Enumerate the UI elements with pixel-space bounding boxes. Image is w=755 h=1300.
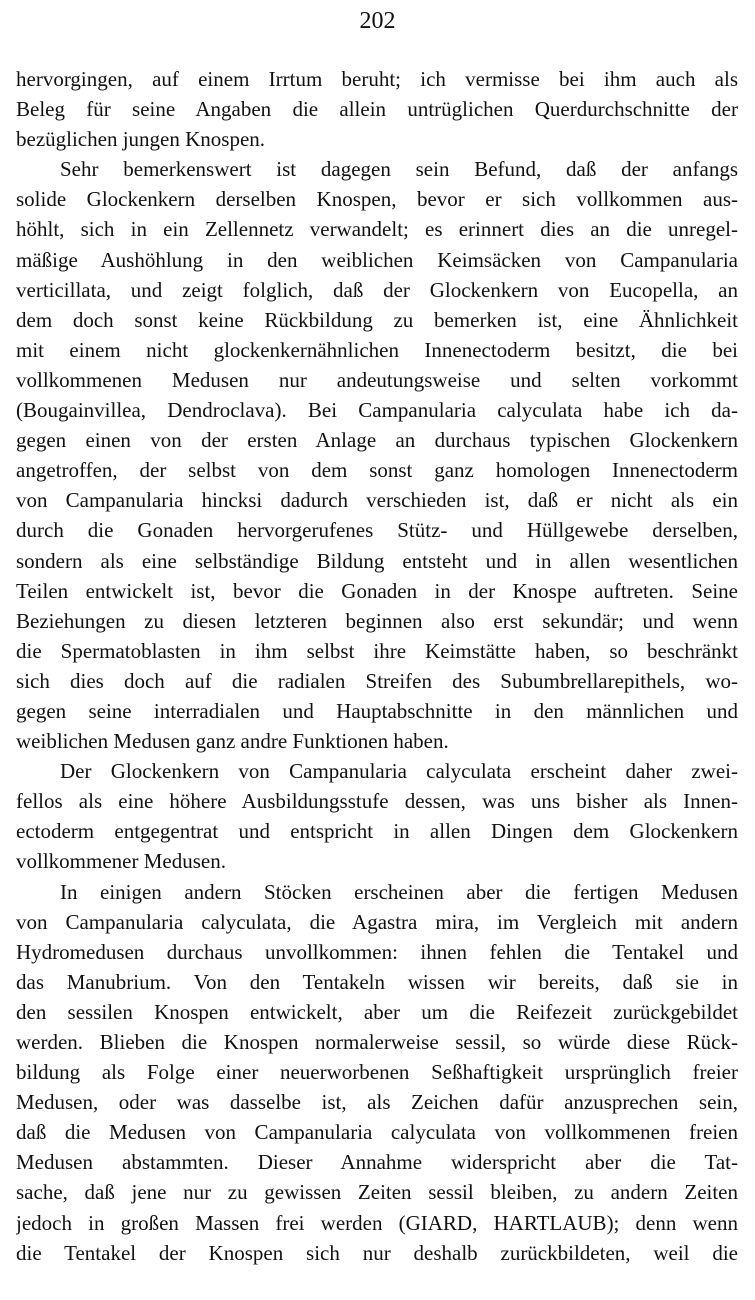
text-line: (Bougainvillea, Dendroclava). Bei Campanularia calyculata habe ich da-	[16, 398, 738, 423]
text-line: daß die Medusen von Campanularia calyculata von vollkommenen freien	[16, 1120, 738, 1145]
text-line: gegen seine interradialen und Hauptabschnitte in den männlichen und	[16, 698, 738, 723]
text-line: sich dies doch auf die radialen Streifen des Subumbrellarepithels, wo-	[16, 668, 738, 693]
text-line: gegen einen von der ersten Anlage an durchaus typischen Glockenkern	[16, 428, 738, 453]
text-line: mäßige Aushöhlung in den weiblichen Keimsäcken von Campanularia	[16, 247, 738, 272]
text-line: fellos als eine höhere Ausbildungsstufe dessen, was uns bisher als Innen-	[16, 789, 738, 814]
text-line: mit einem nicht glockenkernähnlichen Innenectoderm besitzt, die bei	[16, 337, 738, 362]
text-line: bezüglichen jungen Knospen.	[16, 127, 266, 152]
text-line: sondern als eine selbständige Bildung entsteht und in allen wesentlichen	[16, 548, 738, 573]
text-line: angetroffen, der selbst von dem sonst ganz homologen Innenectoderm	[16, 458, 738, 483]
text-line: das Manubrium. Von den Tentakeln wissen wir bereits, daß sie in	[16, 969, 738, 994]
text-line: werden. Blieben die Knospen normalerweise sessil, so würde diese Rück-	[16, 1030, 738, 1054]
text-line: vollkommenen Medusen nur andeutungsweise und selten vorkommt	[16, 367, 738, 392]
text-line: hervorgingen, auf einem Irrtum beruht; ich vermisse bei ihm auch als	[16, 67, 738, 91]
text-line: sache, daß jene nur zu gewissen Zeiten sessil bleiben, zu andern Zeiten	[16, 1180, 738, 1205]
text-line: Medusen abstammten. Dieser Annahme widerspricht aber die Tat-	[16, 1150, 738, 1175]
text-line: Hydromedusen durchaus unvollkommen: ihnen fehlen die Tentakel und	[16, 939, 738, 964]
page-number: 202	[359, 8, 396, 34]
text-line: von Campanularia calyculata, die Agastra mira, im Vergleich mit andern	[16, 909, 738, 934]
text-line: höhlt, sich in ein Zellennetz verwandelt; es erinnert dies an die unregel-	[16, 217, 738, 242]
body-text	[16, 64, 738, 1268]
text-line: Sehr bemerkenswert ist dagegen sein Befund, daß der anfangs	[60, 157, 738, 182]
text-line: verticillata, und zeigt folglich, daß der Glockenkern von Eucopella, an	[16, 277, 738, 302]
text-line: den sessilen Knospen entwickelt, aber um die Reifezeit zurückgebildet	[16, 999, 738, 1024]
text-line: Teilen entwickelt ist, bevor die Gonaden in der Knospe auftreten. Seine	[16, 578, 738, 603]
text-line: die Spermatoblasten in ihm selbst ihre Keimstätte haben, so beschränkt	[16, 638, 738, 663]
text-line: die Tentakel der Knospen sich nur deshalb zurückbildeten, weil die	[16, 1240, 738, 1265]
text-line: Beziehungen zu diesen letzteren beginnen also erst sekundär; und wenn	[16, 608, 738, 633]
text-line: von Campanularia hincksi dadurch verschieden ist, daß er nicht als ein	[16, 488, 738, 513]
text-line: bildung als Folge einer neuerworbenen Seßhaftigkeit ursprünglich freier	[16, 1060, 738, 1085]
text-line: durch die Gonaden hervorgerufenes Stütz- und Hüllgewebe derselben,	[16, 518, 738, 543]
text-line: Beleg für seine Angaben die allein untrüglichen Querdurchschnitte der	[16, 97, 738, 122]
text-line: Der Glockenkern von Campanularia calyculata erscheint daher zwei-	[60, 759, 738, 784]
text-line: dem doch sonst keine Rückbildung zu bemerken ist, eine Ähnlichkeit	[16, 307, 738, 332]
text-line: solide Glockenkern derselben Knospen, bevor er sich vollkommen aus-	[16, 187, 738, 212]
text-line: vollkommener Medusen.	[16, 849, 226, 874]
text-line: In einigen andern Stöcken erscheinen aber die fertigen Medusen	[60, 879, 738, 904]
text-line: ectoderm entgegentrat und entspricht in allen Dingen dem Glockenkern	[16, 819, 738, 844]
text-line: jedoch in großen Massen frei werden (GIARD, HARTLAUB); denn wenn	[16, 1210, 738, 1235]
text-line: weiblichen Medusen ganz andre Funktionen haben.	[16, 729, 449, 754]
text-line: Medusen, oder was dasselbe ist, als Zeichen dafür anzusprechen sein,	[16, 1090, 738, 1115]
